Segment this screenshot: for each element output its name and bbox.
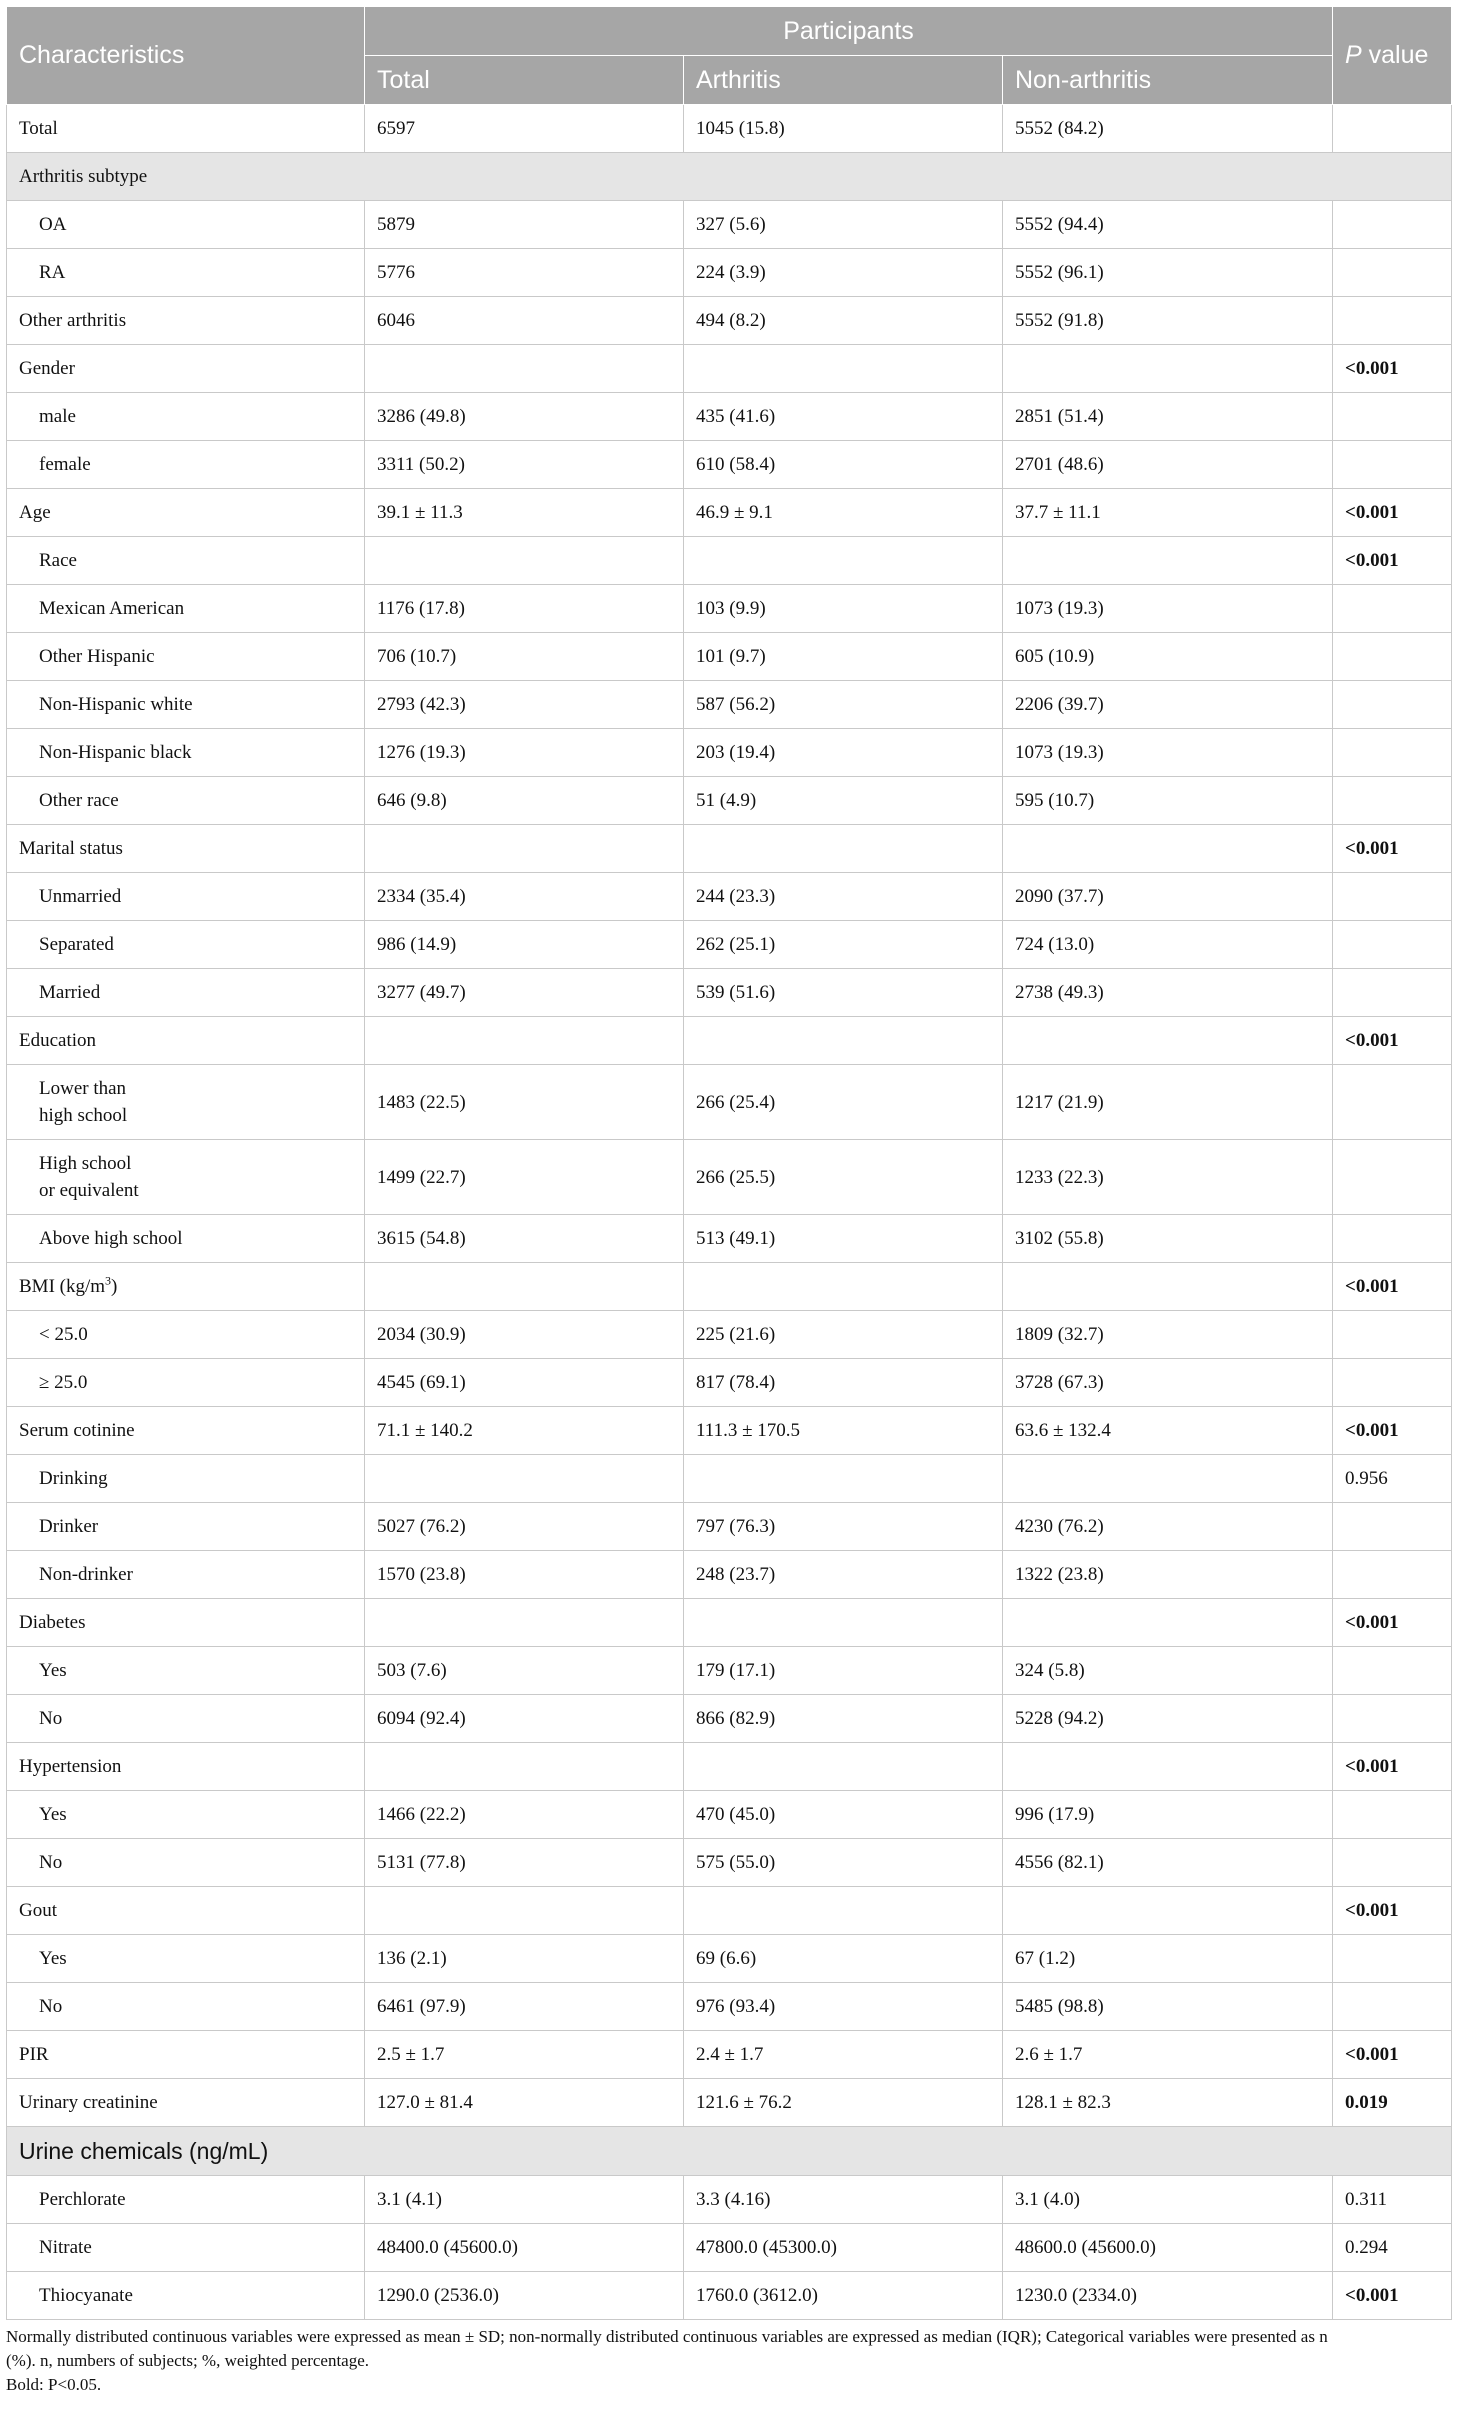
table-row: [7, 441, 1452, 489]
section-label: Urine chemicals (ng/mL): [7, 2127, 1452, 2176]
cell-arthritis: 327 (5.6): [684, 201, 1003, 249]
row-label: Race: [7, 537, 365, 585]
cell-p-value: [1333, 1311, 1452, 1359]
header-non-arthritis: Non-arthritis: [1003, 56, 1333, 105]
row-label: Other arthritis: [7, 297, 365, 345]
table-row: [7, 825, 1452, 873]
cell-arthritis: 266 (25.5): [684, 1140, 1003, 1215]
header-p-rest: value: [1361, 41, 1429, 69]
row-label: Serum cotinine: [7, 1407, 365, 1455]
cell-arthritis: [684, 1017, 1003, 1065]
cell-total: 1570 (23.8): [365, 1551, 684, 1599]
cell-non-arthritis: 1233 (22.3): [1003, 1140, 1333, 1215]
cell-non-arthritis: 2.6 ± 1.7: [1003, 2031, 1333, 2079]
table-row: [7, 2176, 1452, 2224]
cell-non-arthritis: 3728 (67.3): [1003, 1359, 1333, 1407]
cell-total: [365, 1743, 684, 1791]
table-row: [7, 2031, 1452, 2079]
cell-total: 6046: [365, 297, 684, 345]
cell-non-arthritis: 5552 (96.1): [1003, 249, 1333, 297]
cell-total: 136 (2.1): [365, 1935, 684, 1983]
cell-arthritis: 817 (78.4): [684, 1359, 1003, 1407]
cell-arthritis: [684, 1743, 1003, 1791]
cell-non-arthritis: 1073 (19.3): [1003, 585, 1333, 633]
row-label: Separated: [7, 921, 365, 969]
cell-p-value: <0.001: [1333, 1599, 1452, 1647]
cell-p-value: [1333, 777, 1452, 825]
header-p-letter: P: [1345, 41, 1362, 69]
cell-non-arthritis: [1003, 1263, 1333, 1311]
table-row: [7, 1017, 1452, 1065]
cell-total: 48400.0 (45600.0): [365, 2224, 684, 2272]
row-label: female: [7, 441, 365, 489]
cell-total: 3277 (49.7): [365, 969, 684, 1017]
cell-p-value: [1333, 1983, 1452, 2031]
row-label-line2: or equivalent: [39, 1180, 139, 1201]
cell-total: 3615 (54.8): [365, 1215, 684, 1263]
cell-p-value: [1333, 1839, 1452, 1887]
table-row: [7, 1839, 1452, 1887]
row-label: Non-Hispanic white: [7, 681, 365, 729]
cell-arthritis: 103 (9.9): [684, 585, 1003, 633]
table-row: [7, 1599, 1452, 1647]
cell-p-value: [1333, 585, 1452, 633]
cell-total: [365, 1599, 684, 1647]
cell-non-arthritis: [1003, 345, 1333, 393]
footnote-line: Normally distributed continuous variables were expressed as mean ± SD; non-normally distributed continuous variables are expressed as median (IQR); Categorical variables were presented as n: [6, 2327, 1328, 2346]
cell-arthritis: 539 (51.6): [684, 969, 1003, 1017]
section-row: [7, 153, 1452, 201]
cell-total: 1483 (22.5): [365, 1065, 684, 1140]
cell-p-value: <0.001: [1333, 345, 1452, 393]
cell-total: 2793 (42.3): [365, 681, 684, 729]
cell-total: 1276 (19.3): [365, 729, 684, 777]
cell-total: [365, 1017, 684, 1065]
table-row: [7, 777, 1452, 825]
row-label-line1: Lower than: [39, 1078, 127, 1099]
cell-total: 6094 (92.4): [365, 1695, 684, 1743]
cell-total: 5131 (77.8): [365, 1839, 684, 1887]
table-row: [7, 2079, 1452, 2127]
cell-total: 503 (7.6): [365, 1647, 684, 1695]
cell-non-arthritis: 5552 (91.8): [1003, 297, 1333, 345]
table-row: [7, 1359, 1452, 1407]
cell-arthritis: 224 (3.9): [684, 249, 1003, 297]
cell-non-arthritis: 1217 (21.9): [1003, 1065, 1333, 1140]
cell-p-value: [1333, 1647, 1452, 1695]
cell-p-value: <0.001: [1333, 2272, 1452, 2320]
row-label: No: [7, 1839, 365, 1887]
cell-total: 646 (9.8): [365, 777, 684, 825]
row-label: Non-Hispanic black: [7, 729, 365, 777]
cell-total: 127.0 ± 81.4: [365, 2079, 684, 2127]
row-label: Marital status: [7, 825, 365, 873]
cell-total: 3311 (50.2): [365, 441, 684, 489]
row-label: Urinary creatinine: [7, 2079, 365, 2127]
footnote-line: (%). n, numbers of subjects; %, weighted percentage.: [6, 2351, 370, 2370]
cell-non-arthritis: 128.1 ± 82.3: [1003, 2079, 1333, 2127]
table-row: [7, 105, 1452, 153]
cell-total: 3286 (49.8): [365, 393, 684, 441]
cell-arthritis: 266 (25.4): [684, 1065, 1003, 1140]
table-row: [7, 633, 1452, 681]
header-total: Total: [365, 56, 684, 105]
table-row: [7, 345, 1452, 393]
table-row: [7, 921, 1452, 969]
cell-non-arthritis: [1003, 537, 1333, 585]
cell-total: 39.1 ± 11.3: [365, 489, 684, 537]
cell-total: 6597: [365, 105, 684, 153]
cell-total: 706 (10.7): [365, 633, 684, 681]
cell-arthritis: 51 (4.9): [684, 777, 1003, 825]
cell-non-arthritis: 5485 (98.8): [1003, 1983, 1333, 2031]
cell-arthritis: 494 (8.2): [684, 297, 1003, 345]
cell-total: 4545 (69.1): [365, 1359, 684, 1407]
cell-non-arthritis: 2206 (39.7): [1003, 681, 1333, 729]
cell-non-arthritis: 1230.0 (2334.0): [1003, 2272, 1333, 2320]
cell-non-arthritis: 5552 (94.4): [1003, 201, 1333, 249]
characteristics-table: [6, 6, 1452, 2320]
row-label: [7, 1065, 365, 1140]
row-label: Yes: [7, 1791, 365, 1839]
cell-p-value: [1333, 633, 1452, 681]
cell-non-arthritis: [1003, 1455, 1333, 1503]
table-footnote: [6, 2325, 1451, 2397]
table-row: [7, 201, 1452, 249]
cell-non-arthritis: 2090 (37.7): [1003, 873, 1333, 921]
cell-non-arthritis: 37.7 ± 11.1: [1003, 489, 1333, 537]
row-label: Non-drinker: [7, 1551, 365, 1599]
section-row: [7, 2127, 1452, 2176]
row-label: Nitrate: [7, 2224, 365, 2272]
header-p-value: [1333, 7, 1452, 105]
cell-non-arthritis: 4230 (76.2): [1003, 1503, 1333, 1551]
cell-arthritis: 244 (23.3): [684, 873, 1003, 921]
header-participants: Participants: [365, 7, 1333, 56]
table-row: [7, 1695, 1452, 1743]
cell-arthritis: 976 (93.4): [684, 1983, 1003, 2031]
row-label: [7, 1263, 365, 1311]
row-label: Perchlorate: [7, 2176, 365, 2224]
table-row: [7, 1551, 1452, 1599]
cell-non-arthritis: [1003, 1743, 1333, 1791]
cell-total: 2034 (30.9): [365, 1311, 684, 1359]
cell-arthritis: 1045 (15.8): [684, 105, 1003, 153]
row-label: Yes: [7, 1647, 365, 1695]
cell-p-value: [1333, 393, 1452, 441]
cell-total: 2334 (35.4): [365, 873, 684, 921]
footnote-line: Bold: P<0.05.: [6, 2375, 102, 2394]
cell-total: [365, 345, 684, 393]
cell-p-value: [1333, 249, 1452, 297]
cell-total: 3.1 (4.1): [365, 2176, 684, 2224]
cell-non-arthritis: 67 (1.2): [1003, 1935, 1333, 1983]
cell-p-value: [1333, 1359, 1452, 1407]
cell-arthritis: 470 (45.0): [684, 1791, 1003, 1839]
cell-non-arthritis: 595 (10.7): [1003, 777, 1333, 825]
cell-non-arthritis: 2738 (49.3): [1003, 969, 1333, 1017]
table-row: [7, 1263, 1452, 1311]
row-label: Drinker: [7, 1503, 365, 1551]
cell-non-arthritis: 324 (5.8): [1003, 1647, 1333, 1695]
cell-arthritis: 3.3 (4.16): [684, 2176, 1003, 2224]
cell-p-value: <0.001: [1333, 1743, 1452, 1791]
cell-p-value: [1333, 105, 1452, 153]
cell-total: 986 (14.9): [365, 921, 684, 969]
cell-total: [365, 825, 684, 873]
cell-non-arthritis: 2701 (48.6): [1003, 441, 1333, 489]
cell-non-arthritis: 2851 (51.4): [1003, 393, 1333, 441]
table-row: [7, 1455, 1452, 1503]
cell-p-value: <0.001: [1333, 489, 1452, 537]
row-label: Yes: [7, 1935, 365, 1983]
cell-total: [365, 1455, 684, 1503]
table-row: [7, 489, 1452, 537]
table-row: [7, 585, 1452, 633]
cell-arthritis: [684, 1599, 1003, 1647]
cell-p-value: [1333, 1065, 1452, 1140]
cell-arthritis: 121.6 ± 76.2: [684, 2079, 1003, 2127]
row-label: No: [7, 1983, 365, 2031]
cell-arthritis: [684, 1455, 1003, 1503]
cell-non-arthritis: [1003, 825, 1333, 873]
cell-arthritis: 610 (58.4): [684, 441, 1003, 489]
row-label-line1: High school: [39, 1153, 132, 1174]
cell-total: 1499 (22.7): [365, 1140, 684, 1215]
cell-p-value: [1333, 969, 1452, 1017]
row-label: Gender: [7, 345, 365, 393]
cell-arthritis: [684, 1887, 1003, 1935]
row-label: [7, 1140, 365, 1215]
table-row: [7, 1743, 1452, 1791]
cell-p-value: 0.019: [1333, 2079, 1452, 2127]
cell-p-value: [1333, 873, 1452, 921]
cell-arthritis: 46.9 ± 9.1: [684, 489, 1003, 537]
cell-total: [365, 1263, 684, 1311]
cell-p-value: [1333, 1503, 1452, 1551]
cell-p-value: [1333, 921, 1452, 969]
row-label: No: [7, 1695, 365, 1743]
row-label: Diabetes: [7, 1599, 365, 1647]
table-row: [7, 1311, 1452, 1359]
row-label: male: [7, 393, 365, 441]
cell-arthritis: 866 (82.9): [684, 1695, 1003, 1743]
table-container: [6, 6, 1451, 2397]
cell-non-arthritis: [1003, 1599, 1333, 1647]
cell-total: 1290.0 (2536.0): [365, 2272, 684, 2320]
table-row: [7, 1065, 1452, 1140]
row-label: Other race: [7, 777, 365, 825]
cell-arthritis: 262 (25.1): [684, 921, 1003, 969]
cell-p-value: <0.001: [1333, 537, 1452, 585]
cell-non-arthritis: 996 (17.9): [1003, 1791, 1333, 1839]
cell-arthritis: 203 (19.4): [684, 729, 1003, 777]
row-label: OA: [7, 201, 365, 249]
row-label: ≥ 25.0: [7, 1359, 365, 1407]
table-row: [7, 2224, 1452, 2272]
cell-non-arthritis: 1809 (32.7): [1003, 1311, 1333, 1359]
cell-non-arthritis: 3.1 (4.0): [1003, 2176, 1333, 2224]
cell-non-arthritis: 5552 (84.2): [1003, 105, 1333, 153]
cell-p-value: [1333, 1791, 1452, 1839]
cell-arthritis: 2.4 ± 1.7: [684, 2031, 1003, 2079]
row-label: Age: [7, 489, 365, 537]
cell-non-arthritis: 1322 (23.8): [1003, 1551, 1333, 1599]
cell-p-value: [1333, 1215, 1452, 1263]
cell-total: 1466 (22.2): [365, 1791, 684, 1839]
cell-non-arthritis: 4556 (82.1): [1003, 1839, 1333, 1887]
table-header: [7, 7, 1452, 105]
table-row: [7, 2272, 1452, 2320]
row-label: Other Hispanic: [7, 633, 365, 681]
cell-arthritis: 47800.0 (45300.0): [684, 2224, 1003, 2272]
cell-non-arthritis: 5228 (94.2): [1003, 1695, 1333, 1743]
cell-arthritis: [684, 345, 1003, 393]
table-row: [7, 1140, 1452, 1215]
cell-p-value: <0.001: [1333, 2031, 1452, 2079]
cell-total: 71.1 ± 140.2: [365, 1407, 684, 1455]
cell-non-arthritis: 1073 (19.3): [1003, 729, 1333, 777]
cell-p-value: <0.001: [1333, 1407, 1452, 1455]
cell-p-value: [1333, 729, 1452, 777]
table-row: [7, 1983, 1452, 2031]
cell-non-arthritis: 3102 (55.8): [1003, 1215, 1333, 1263]
cell-p-value: [1333, 441, 1452, 489]
table-row: [7, 1647, 1452, 1695]
cell-p-value: <0.001: [1333, 1017, 1452, 1065]
table-body: [7, 105, 1452, 2320]
row-label: Drinking: [7, 1455, 365, 1503]
cell-arthritis: 435 (41.6): [684, 393, 1003, 441]
table-row: [7, 1887, 1452, 1935]
cell-non-arthritis: 48600.0 (45600.0): [1003, 2224, 1333, 2272]
cell-arthritis: 797 (76.3): [684, 1503, 1003, 1551]
table-row: [7, 873, 1452, 921]
cell-arthritis: [684, 1263, 1003, 1311]
cell-p-value: [1333, 201, 1452, 249]
cell-arthritis: 1760.0 (3612.0): [684, 2272, 1003, 2320]
cell-arthritis: 248 (23.7): [684, 1551, 1003, 1599]
cell-total: 6461 (97.9): [365, 1983, 684, 2031]
cell-p-value: 0.294: [1333, 2224, 1452, 2272]
row-label: Married: [7, 969, 365, 1017]
table-row: [7, 1791, 1452, 1839]
cell-non-arthritis: 63.6 ± 132.4: [1003, 1407, 1333, 1455]
row-label: RA: [7, 249, 365, 297]
table-row: [7, 1407, 1452, 1455]
cell-total: 5879: [365, 201, 684, 249]
cell-arthritis: 101 (9.7): [684, 633, 1003, 681]
header-arthritis: Arthritis: [684, 56, 1003, 105]
table-row: [7, 969, 1452, 1017]
row-label: PIR: [7, 2031, 365, 2079]
cell-total: 2.5 ± 1.7: [365, 2031, 684, 2079]
cell-total: 5027 (76.2): [365, 1503, 684, 1551]
row-label: Mexican American: [7, 585, 365, 633]
cell-arthritis: 69 (6.6): [684, 1935, 1003, 1983]
cell-total: 5776: [365, 249, 684, 297]
cell-p-value: [1333, 1140, 1452, 1215]
cell-p-value: [1333, 1935, 1452, 1983]
cell-p-value: 0.956: [1333, 1455, 1452, 1503]
section-label: Arthritis subtype: [7, 153, 1452, 201]
cell-p-value: <0.001: [1333, 1263, 1452, 1311]
cell-p-value: <0.001: [1333, 825, 1452, 873]
cell-arthritis: 513 (49.1): [684, 1215, 1003, 1263]
row-label: Total: [7, 105, 365, 153]
table-row: [7, 1935, 1452, 1983]
table-row: [7, 297, 1452, 345]
table-row: [7, 1503, 1452, 1551]
table-row: [7, 1215, 1452, 1263]
row-label: Education: [7, 1017, 365, 1065]
cell-total: 1176 (17.8): [365, 585, 684, 633]
row-label-sup: 3: [105, 1273, 112, 1288]
row-label-after: ): [111, 1276, 118, 1297]
cell-p-value: 0.311: [1333, 2176, 1452, 2224]
row-label: < 25.0: [7, 1311, 365, 1359]
cell-arthritis: 225 (21.6): [684, 1311, 1003, 1359]
cell-arthritis: 575 (55.0): [684, 1839, 1003, 1887]
cell-arthritis: [684, 537, 1003, 585]
table-row: [7, 249, 1452, 297]
row-label: Unmarried: [7, 873, 365, 921]
cell-p-value: [1333, 1551, 1452, 1599]
table-row: [7, 681, 1452, 729]
row-label: Hypertension: [7, 1743, 365, 1791]
cell-arthritis: 179 (17.1): [684, 1647, 1003, 1695]
row-label: Gout: [7, 1887, 365, 1935]
cell-non-arthritis: [1003, 1017, 1333, 1065]
cell-total: [365, 537, 684, 585]
cell-non-arthritis: 605 (10.9): [1003, 633, 1333, 681]
row-label-text: BMI (kg/m: [19, 1276, 106, 1297]
cell-non-arthritis: [1003, 1887, 1333, 1935]
cell-arthritis: 587 (56.2): [684, 681, 1003, 729]
cell-p-value: [1333, 1695, 1452, 1743]
cell-arthritis: 111.3 ± 170.5: [684, 1407, 1003, 1455]
cell-arthritis: [684, 825, 1003, 873]
cell-p-value: <0.001: [1333, 1887, 1452, 1935]
cell-non-arthritis: 724 (13.0): [1003, 921, 1333, 969]
row-label: Thiocyanate: [7, 2272, 365, 2320]
cell-p-value: [1333, 297, 1452, 345]
cell-p-value: [1333, 681, 1452, 729]
header-characteristics: Characteristics: [7, 7, 365, 105]
row-label-line2: high school: [39, 1105, 128, 1126]
cell-total: [365, 1887, 684, 1935]
table-row: [7, 537, 1452, 585]
table-row: [7, 393, 1452, 441]
row-label: Above high school: [7, 1215, 365, 1263]
table-row: [7, 729, 1452, 777]
